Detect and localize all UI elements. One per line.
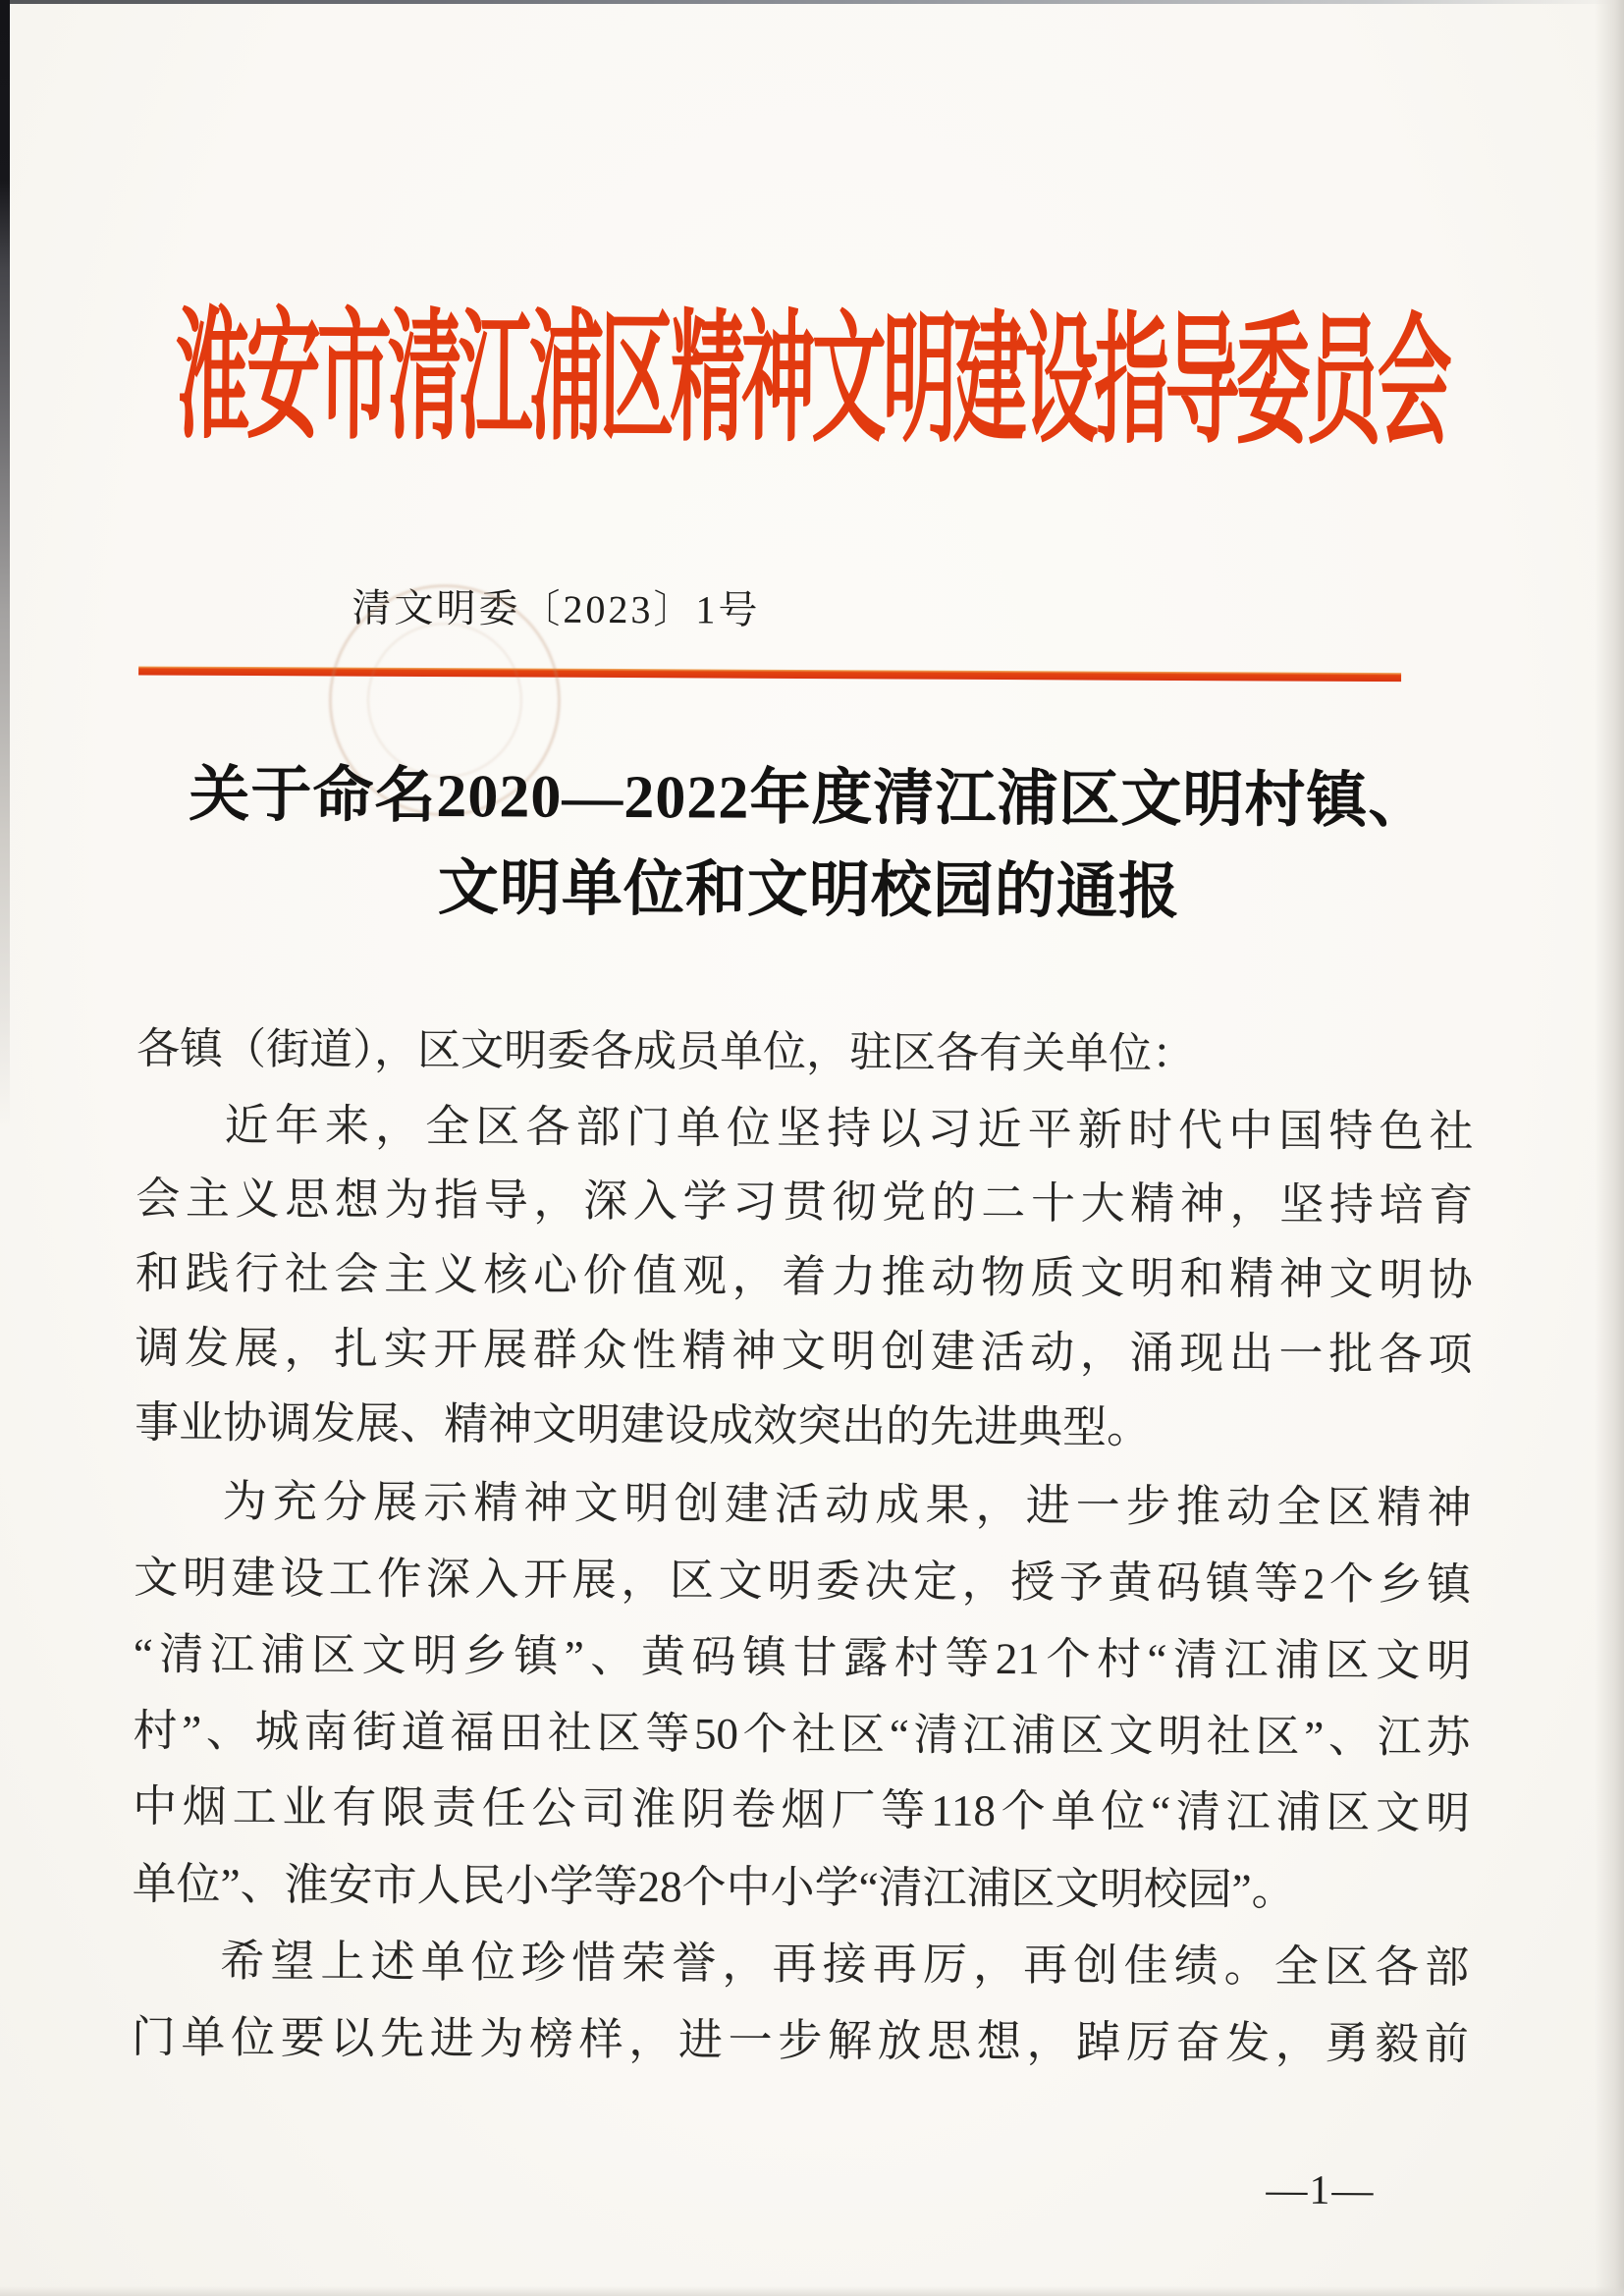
letterhead-title: 淮安市清江浦区精神文明建设指导委员会: [175, 297, 1449, 464]
scan-edge-bottom: [0, 2286, 1624, 2296]
scan-edge-right: [1595, 0, 1624, 2296]
official-seal-inner-ring: [367, 623, 523, 779]
body-line: 事业协调发展、精神文明建设成效突出的先进典型。: [134, 1397, 1152, 1452]
salutation-line: 各镇（街道），区文明委各成员单位，驻区各有关单位：: [135, 1024, 1196, 1079]
document-number: 清文明委〔2023〕1号: [352, 585, 761, 632]
scan-edge-left: [0, 0, 10, 1129]
notice-title-line2: 文明单位和文明校园的通报: [437, 855, 1181, 927]
body-line: 近年来，全区各部门单位坚持以习近平新时代中国特色社: [224, 1100, 1474, 1157]
body-line: 为充分展示精神文明创建活动成果，进一步推动全区精神: [222, 1476, 1472, 1533]
body-line: 单位”、淮安市人民小学等28个中小学“清江浦区文明校园”。: [132, 1859, 1296, 1915]
body-line: 中烟工业有限责任公司淮阴卷烟厂等118个单位“清江浦区文明: [132, 1781, 1471, 1838]
body-line: 会主义思想为指导，深入学习贯彻党的二十大精神，坚持培育: [135, 1174, 1474, 1230]
notice-title-line1: 关于命名2020—2022年度清江浦区文明村镇、: [189, 761, 1431, 836]
body-line: “清江浦区文明乡镇”、黄码镇甘露村等21个村“清江浦区文明: [133, 1629, 1471, 1686]
scan-edge-top: [0, 0, 1624, 4]
page-number: —1—: [1266, 2167, 1376, 2214]
body-line: 文明建设工作深入开展，区文明委决定，授予黄码镇等2个乡镇: [134, 1553, 1472, 1610]
red-separator-line: [138, 666, 1401, 682]
body-line: 和践行社会主义核心价值观，着力推动物质文明和精神文明协: [135, 1248, 1473, 1305]
body-line: 村”、城南街道福田社区等50个社区“清江浦区文明社区”、江苏: [133, 1706, 1471, 1763]
body-line: 门单位要以先进为榜样，进一步解放思想，踔厉奋发，勇毅前: [131, 2012, 1469, 2069]
body-line: 希望上述单位珍惜荣誉，再接再厉，再创佳绩。全区各部: [220, 1936, 1470, 1993]
body-line: 调发展，扎实开展群众性精神文明创建活动，涌现出一批各项: [135, 1323, 1473, 1380]
